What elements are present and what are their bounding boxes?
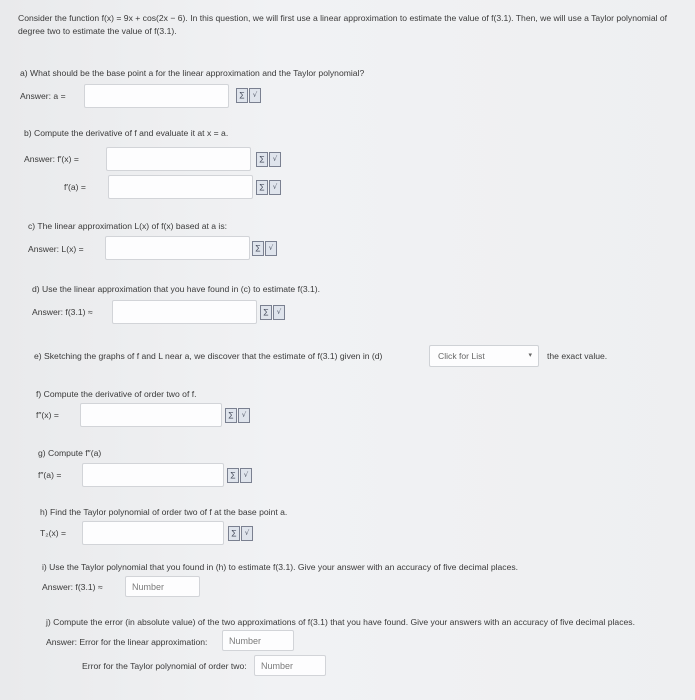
- answer-a-input[interactable]: [84, 84, 229, 108]
- answer-g-input[interactable]: [82, 463, 224, 487]
- answer-f-label: f″(x) =: [36, 410, 59, 420]
- question-d: d) Use the linear approximation that you have found in (c) to estimate f(3.1).: [32, 284, 321, 294]
- answer-a-label: Answer: a =: [20, 91, 66, 101]
- answer-h-label: T₂(x) =: [40, 528, 67, 538]
- equation-editor-icon[interactable]: ∑ √: [256, 152, 282, 168]
- equation-editor-icon[interactable]: ∑ √: [225, 408, 251, 424]
- question-b: b) Compute the derivative of f and evaluate it at x = a.: [24, 128, 229, 138]
- question-g: g) Compute f″(a): [38, 448, 102, 458]
- equation-editor-icon[interactable]: ∑ √: [252, 241, 278, 257]
- answer-j2-input[interactable]: Number: [254, 655, 326, 676]
- chevron-down-icon: ▾: [528, 352, 532, 359]
- answer-c-label: Answer: L(x) =: [28, 244, 84, 254]
- question-a: a) What should be the base point a for the linear approximation and the Taylor polynomial?: [20, 68, 365, 78]
- equation-editor-icon[interactable]: ∑ √: [228, 526, 254, 542]
- answer-i-label: Answer: f(3.1) ≈: [42, 582, 103, 592]
- equation-editor-icon[interactable]: ∑ √: [260, 305, 286, 321]
- answer-j1-input[interactable]: Number: [222, 630, 294, 651]
- question-c: c) The linear approximation L(x) of f(x) based at a is:: [28, 221, 228, 231]
- answer-d-label: Answer: f(3.1) ≈: [32, 307, 93, 317]
- answer-d-input[interactable]: [112, 300, 257, 324]
- answer-g-label: f″(a) =: [38, 470, 62, 480]
- answer-c-input[interactable]: [105, 236, 250, 260]
- answer-b2-label: f′(a) =: [64, 182, 86, 192]
- question-h: h) Find the Taylor polynomial of order two of f at the base point a.: [40, 507, 288, 517]
- answer-f-input[interactable]: [80, 403, 222, 427]
- equation-editor-icon[interactable]: ∑ √: [236, 88, 262, 104]
- answer-i-input[interactable]: Number: [125, 576, 200, 597]
- question-e: e) Sketching the graphs of f and L near a, we discover that the estimate of f(3.1) given in (d): [34, 351, 383, 361]
- answer-h-input[interactable]: [82, 521, 224, 545]
- question-e-suffix: the exact value.: [547, 351, 608, 361]
- answer-b2-input[interactable]: [108, 175, 253, 199]
- answer-j1-label: Answer: Error for the linear approximation:: [46, 637, 208, 647]
- equation-editor-icon[interactable]: ∑ √: [256, 180, 282, 196]
- answer-b1-input[interactable]: [106, 147, 251, 171]
- estimate-comparison-select[interactable]: [429, 345, 539, 367]
- select-value: Click for List: [438, 351, 485, 361]
- question-j: j) Compute the error (in absolute value) of the two approximations of f(3.1) that you have found. Give your answers with an accuracy of five decimal places.: [46, 617, 635, 627]
- answer-b1-label: Answer: f′(x) =: [24, 154, 79, 164]
- intro-text: Consider the function f(x) = 9x + cos(2x − 6). In this question, we will first use a linear approximation to estimate the value of f(3.1). Then, we will use a Taylor polynomial of degree two to estimate the value of f(3.1).: [18, 13, 668, 36]
- equation-editor-icon[interactable]: ∑ √: [227, 468, 253, 484]
- answer-j2-label: Error for the Taylor polynomial of order two:: [82, 661, 247, 671]
- question-i: i) Use the Taylor polynomial that you found in (h) to estimate f(3.1). Give your answer with an accuracy of five decimal places.: [42, 562, 519, 572]
- question-f: f) Compute the derivative of order two of f.: [36, 389, 197, 399]
